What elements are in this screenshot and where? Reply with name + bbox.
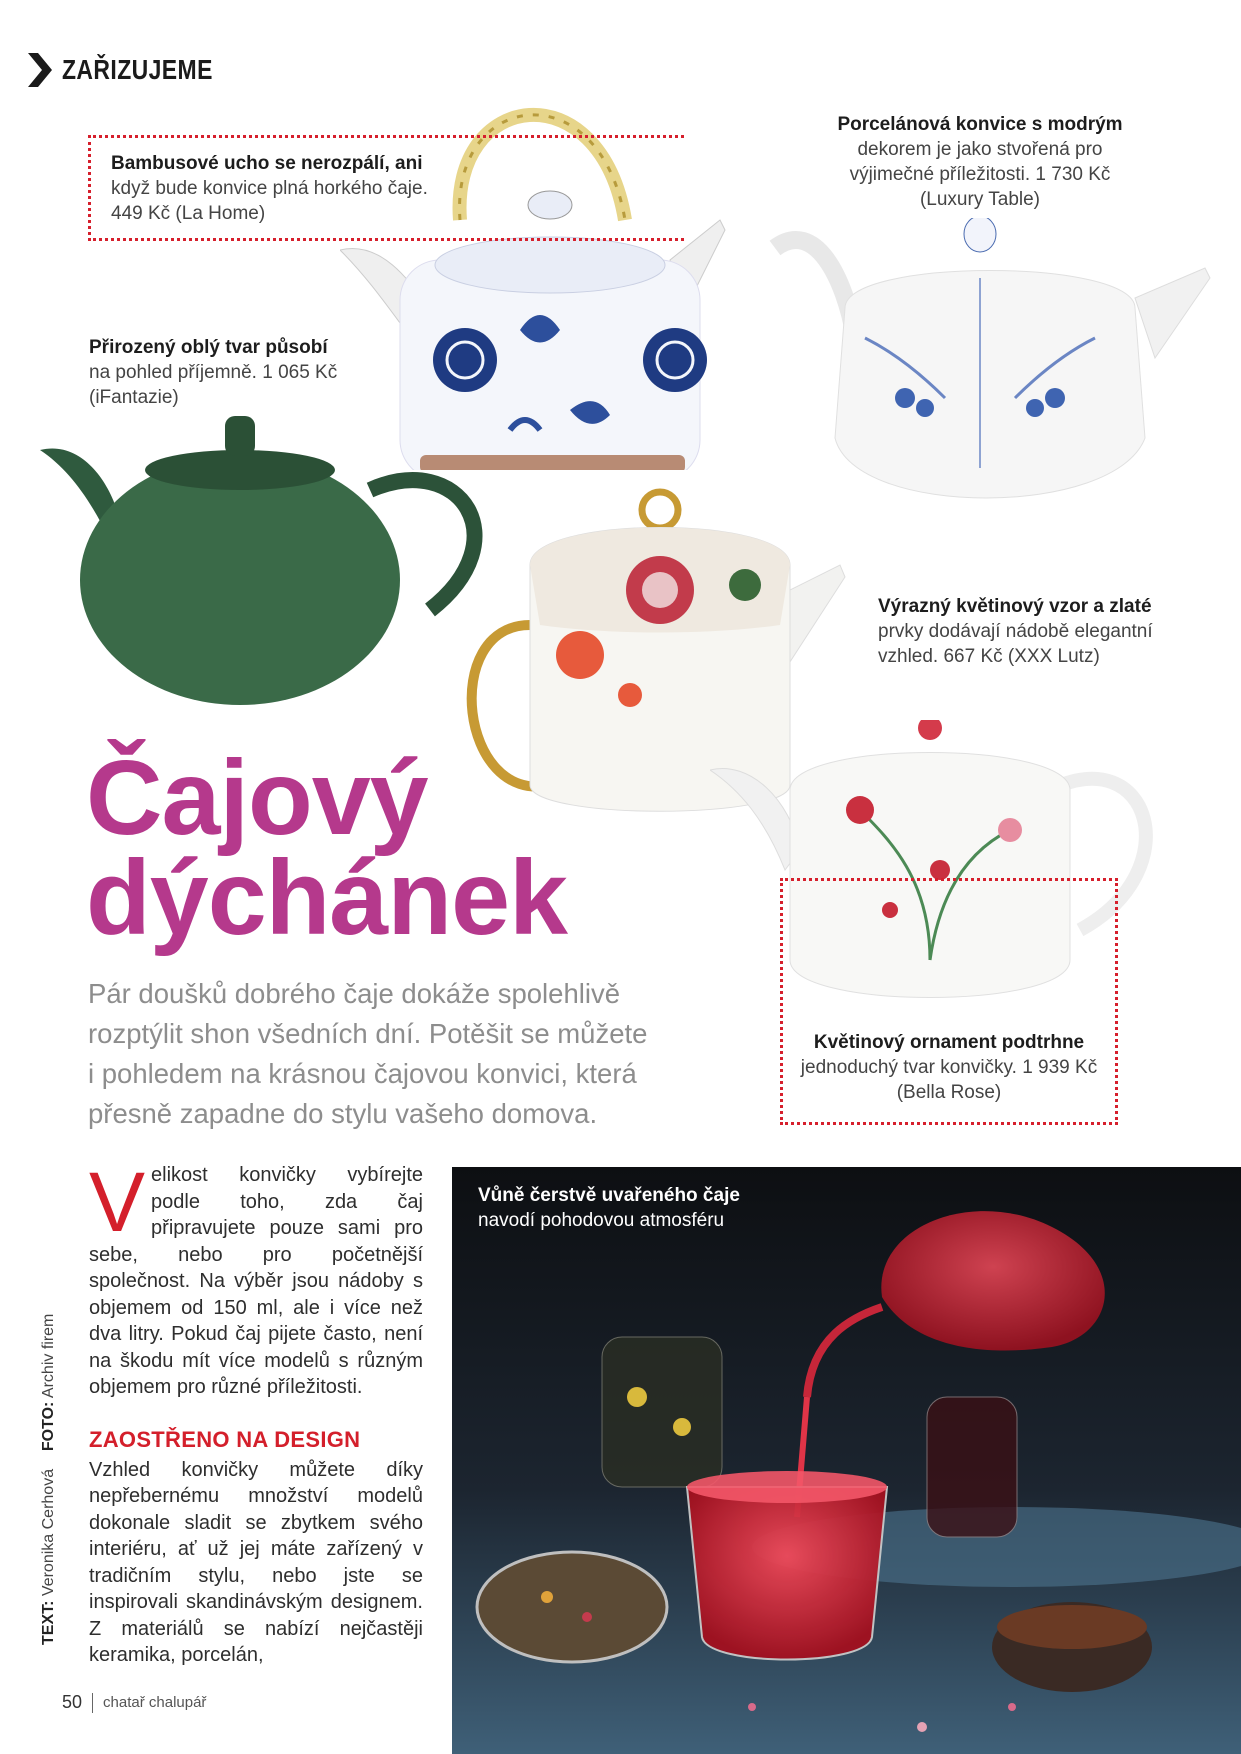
lead-line: Pár doušků dobrého čaje dokáže spolehlivě bbox=[88, 978, 621, 1009]
photo-caption-title: Vůně čerstvě uvařeného čaje bbox=[478, 1185, 740, 1206]
caption-floral-price: vzhled. 667 Kč (XXX Lutz) bbox=[878, 646, 1100, 667]
drop-cap: V bbox=[89, 1155, 146, 1249]
caption-porcelain-line: dekorem je jako stvořená pro bbox=[857, 139, 1103, 160]
green-teapot-image bbox=[40, 410, 500, 710]
paragraph-1-text: elikost konvičky vybírejte podle toho, zda čaj připravujete pouze sami pro sebe, nebo pro početnější společnost. Na výběr jsou nádoby s objemem od 150 ml, ale i více než dva litry. Pokud čaj pijete často, není na škodu mít více modelů s různým objemem pro různé příležitosti. bbox=[89, 1164, 423, 1398]
caption-porcelain bbox=[820, 112, 1140, 212]
footer-divider bbox=[92, 1693, 93, 1713]
photo-caption-text: navodí pohodovou atmosféru bbox=[478, 1210, 725, 1231]
lead-line: rozptýlit shon všedních dní. Potěšit se můžete bbox=[88, 1018, 648, 1049]
lead-line: přesně zapadne do stylu vašeho domova. bbox=[88, 1098, 598, 1129]
caption-ornament-brand: (Bella Rose) bbox=[896, 1082, 1002, 1103]
caption-porcelain-line: výjimečné příležitosti. 1 730 Kč bbox=[849, 164, 1111, 185]
caption-floral-line: prvky dodávají nádobě elegantní bbox=[878, 621, 1153, 642]
caption-porcelain-title: Porcelánová konvice s modrým bbox=[837, 114, 1123, 135]
caption-bamboo bbox=[111, 151, 451, 226]
magazine-name: chatař chalupář bbox=[103, 1694, 207, 1711]
chevron-right-icon bbox=[26, 53, 52, 87]
porcelain-teapot-image bbox=[755, 218, 1215, 518]
caption-round bbox=[89, 335, 409, 410]
credit-text-name: Veronika Cerhová bbox=[40, 1468, 57, 1597]
caption-round-line: na pohled příjemně. 1 065 Kč bbox=[89, 362, 338, 383]
caption-floral-title: Výrazný květinový vzor a zlaté bbox=[878, 596, 1152, 617]
caption-round-brand: (iFantazie) bbox=[89, 387, 179, 408]
credit-foto-name: Archiv firem bbox=[40, 1313, 57, 1399]
article-title-line1: Čajový bbox=[86, 739, 428, 857]
caption-ornament-frame-left bbox=[780, 878, 783, 1125]
article-paragraph-1 bbox=[89, 1155, 423, 1401]
page-number: 50 bbox=[62, 1692, 83, 1712]
article-lead bbox=[88, 974, 738, 1134]
article-title-line2: dýchánek bbox=[86, 839, 568, 957]
caption-bamboo-price: 449 Kč (La Home) bbox=[111, 203, 266, 224]
section-label: ZAŘIZUJEME bbox=[62, 54, 213, 85]
credit-text-label: TEXT: bbox=[40, 1600, 57, 1645]
caption-round-title: Přirozený oblý tvar působí bbox=[89, 337, 328, 358]
article-body bbox=[89, 1155, 423, 1669]
page-footer bbox=[62, 1692, 206, 1713]
article-subheading: ZAOSTŘENO NA DESIGN bbox=[89, 1426, 361, 1452]
caption-ornament-frame-top bbox=[780, 878, 1118, 881]
caption-bamboo-title: Bambusové ucho se nerozpálí, ani bbox=[111, 153, 423, 174]
caption-bamboo-line: když bude konvice plná horkého čaje. bbox=[111, 178, 428, 199]
article-title bbox=[86, 739, 568, 957]
caption-ornament-line: jednoduchý tvar konvičky. 1 939 Kč bbox=[800, 1057, 1098, 1078]
photo-caption bbox=[478, 1183, 740, 1233]
credit-foto-label: FOTO: bbox=[40, 1401, 57, 1452]
caption-ornament-title: Květinový ornament podtrhne bbox=[813, 1032, 1085, 1053]
caption-floral bbox=[878, 594, 1198, 669]
caption-ornament bbox=[790, 1030, 1108, 1105]
lead-line: i pohledem na krásnou čajovou konvici, která bbox=[88, 1058, 637, 1089]
caption-porcelain-brand: (Luxury Table) bbox=[919, 189, 1041, 210]
article-paragraph-2: Vzhled konvičky můžete díky nepřebernému množství modelů dokonale sladit se zbytkem svého interiéru, ať už jej máte zařízený v tradičním stylu, nebo jste se inspirovali skandinávským designem. Z materiálů se nabízí nejčastěji keramika, porcelán, bbox=[89, 1458, 423, 1666]
photo-credits bbox=[40, 1314, 58, 1645]
section-header bbox=[26, 50, 246, 90]
tea-photo bbox=[452, 1167, 1241, 1754]
